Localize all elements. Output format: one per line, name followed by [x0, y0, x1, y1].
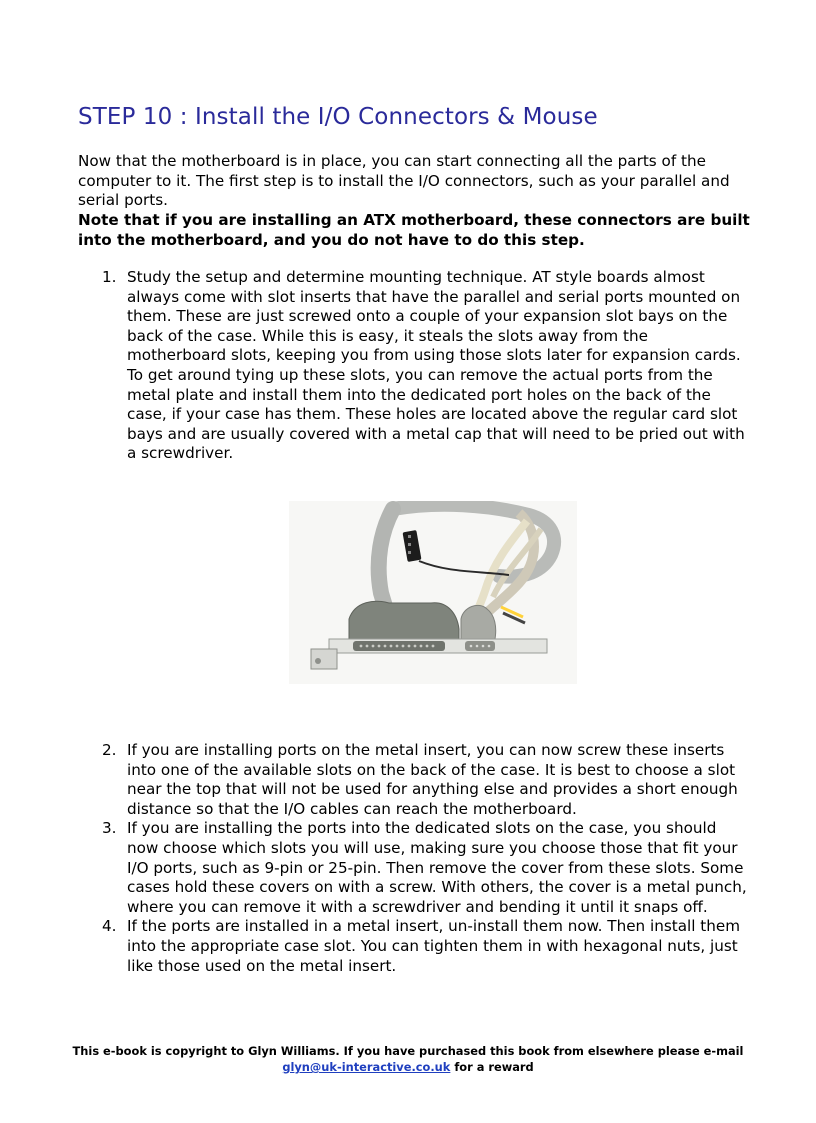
atx-note: Note that if you are installing an ATX motherboard, these connectors are built into the motherboard, and you do not have to do this step. — [78, 211, 750, 249]
step-number: 1. — [102, 268, 117, 286]
intro-paragraph: Now that the motherboard is in place, you can start connecting all the parts of the computer to it. The first step is to install the I/O connectors, such as your parallel and serial ports. — [78, 152, 730, 210]
page-title: STEP 10 : Install the I/O Connectors & Mouse — [78, 104, 598, 130]
step-text: Study the setup and determine mounting technique. AT style boards almost always come with slot inserts that have the parallel and serial ports mounted on them. These are just screwed onto a couple of your expansion slot bays on the back of the case. While this is easy, it steals the slots away from the motherboard slots, keeping you from using those slots later for expansion cards. To get around tying up these slots, you can remove the actual ports from the metal plate and install them into the dedicated port holes on the back of the case, if your case has them. These holes are located above the regular card slot bays and are usually covered with a metal cap that will need to be pried out with a screwdriver. — [127, 268, 745, 463]
copyright-footer — [70, 1043, 746, 1075]
step-number: 4. — [102, 917, 117, 936]
list-item-step-2 — [78, 741, 748, 819]
io-connector-bracket-illustration — [289, 501, 577, 684]
step-number: 3. — [102, 819, 117, 838]
email-link[interactable]: glyn@uk-interactive.co.uk — [282, 1060, 451, 1074]
list-item-step-4 — [78, 917, 748, 976]
footer-text: This e-book is copyright to Glyn Williams. If you have purchased this book from elsewhere please e-mail — [72, 1044, 744, 1058]
io-connector-bracket-photo — [289, 501, 577, 684]
footer-text-end: for a reward — [450, 1060, 534, 1074]
steps-list-part-1 — [78, 268, 748, 464]
list-item-step-1 — [78, 268, 748, 464]
steps-list-part-2 — [78, 741, 748, 976]
step-text: If you are installing the ports into the dedicated slots on the case, you should now choose which slots you will use, making sure you choose those that fit your I/O ports, such as 9-pin or 25-pin. Then remove the cover from these slots. Some cases hold these covers on with a screw. With others, the cover is a metal punch, where you can remove it with a screwdriver and bending it until it snaps off. — [127, 819, 747, 916]
step-number: 2. — [102, 741, 117, 759]
list-item-step-3 — [78, 819, 748, 917]
step-text: If you are installing ports on the metal insert, you can now screw these inserts into one of the available slots on the back of the case. It is best to choose a slot near the top that will not be used for anything else and provides a short enough distance so that the I/O cables can reach the motherboard. — [127, 741, 738, 818]
step-text: If the ports are installed in a metal insert, un-install them now. Then install them into the appropriate case slot. You can tighten them in with hexagonal nuts, just like those used on the metal insert. — [127, 917, 741, 975]
